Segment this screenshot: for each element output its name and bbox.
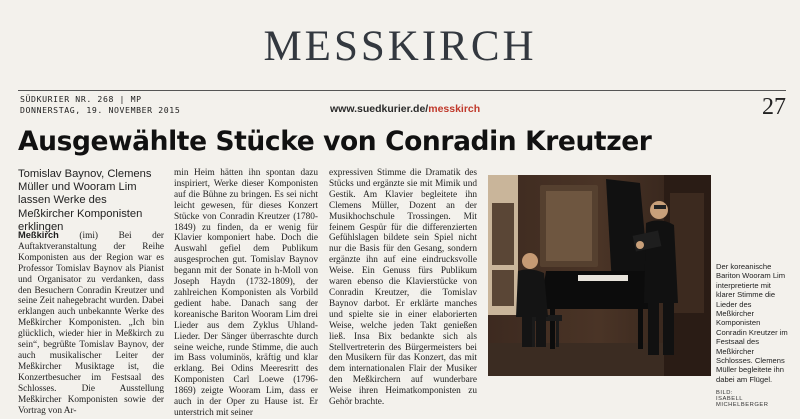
dateline: Meßkirch bbox=[18, 230, 59, 240]
article-headline: Ausgewählte Stücke von Conradin Kreutzer bbox=[18, 126, 652, 157]
url-path: messkirch bbox=[428, 103, 481, 115]
masthead-title: MESSKIRCH bbox=[263, 23, 537, 70]
column-1-text: (imi) Bei der Auftaktveranstaltung der Reihe Komponisten aus der Region war es Professor Tomislav Baynov als Pianist und Organisator zu verdanken, dass den Besuchern Conradin Kreutzer und seine Zeit nahegebracht wurden. Dabei erklangen auch unbekannte Werke des Meßkircher Komponisten. „Ich bin glücklich, wieder hier in Meßkirch zu sein“, begrüßte Tomislav Baynov, der auch musikalischer Leiter der Meßkircher Musiktage ist, die Konzertbesucher im Festsaal des Schlosses. Die Ausstellung Meßkircher Komponisten sowie der Vortrag von Ar- bbox=[18, 231, 164, 416]
header-rule bbox=[18, 90, 786, 91]
article-subhead: Tomislav Baynov, Clemens Müller und Wooram Lim lassen Werke des Meßkircher Komponisten erklingen bbox=[18, 168, 152, 233]
concert-photo-illustration bbox=[488, 175, 711, 376]
concert-photo bbox=[488, 175, 711, 376]
url-domain: www.suedkurier.de/ bbox=[330, 103, 429, 115]
credit-label: BILD: bbox=[716, 390, 733, 396]
page-number: 27 bbox=[762, 94, 786, 120]
date-line: DONNERSTAG, 19. NOVEMBER 2015 bbox=[20, 105, 181, 115]
article-column-3 bbox=[329, 168, 477, 410]
column-2-text: min Heim hätten ihn spontan dazu inspiriert, Werke dieser Komponisten auf die Bühne zu bringen. Es sei nicht leicht gewesen, für dieses Konzert Stücke von Conradin Kreutzer (1780-1849) zu finden, da er wenig für Klavier komponiert habe. Doch die Auswahl gefiel dem Publikum ausgesprochen gut. Tomislav Baynov begann mit der Sonate in h-Moll von Joseph Haydn (1732-1809), der zahlreichen Komponisten als Vorbild gedient habe. Danach sang der koreanische Bariton Wooram Lim drei Lieder aus dem Zyklus Uhland-Lieder. Der Sänger überraschte durch seine weiche, runde Stimme, die auch im Bass voluminös, kräftig und klar erklang. Bei Odins Meeresritt des Komponisten Carl Loewe (1796-1869) zeigte Wooram Lim, dass er auch in der Oper zu Hause ist. Er unterstrich mit seiner bbox=[174, 168, 318, 418]
column-3-text: expressiven Stimme die Dramatik des Stücks und ergänzte sie mit Mimik und Gestik. Am Klavier begleitete ihn Clemens Müller, Dozent an der Musikhochschule Trossingen. Mit feinem Gespür für die differenzierten Gefühlslagen bildete sein Spiel nicht nur die Basis für den Gesang, sondern ergänzte ihn auf eine eindrucksvolle Weise. Ein Genuss fürs Publikum waren ebenso die Klavierstücke von Conradin Kreutzer, die Tomislav Baynov darbot. Er erklärte manches und spielte sie in einer elaborierten Weise, welche jeden Takt genießen ließ. Insa Bix bedankte sich als Stellvertreterin des Bürgermeisters bei den Musikern für das Konzert, das mit dem internationalen Flair der Musiker den Meßkirchern auf wunderbare Weise ihren Heimatkomponisten zu Gehör brachte. bbox=[329, 168, 477, 408]
credit-name: ISABELL MICHELBERGER bbox=[716, 396, 769, 408]
article-column-2 bbox=[174, 168, 318, 418]
photo-credit bbox=[716, 390, 796, 408]
issue-line: SÜDKURIER NR. 268 | MP bbox=[20, 94, 142, 104]
website-url[interactable] bbox=[330, 103, 480, 115]
article-column-1 bbox=[18, 230, 164, 416]
issue-meta bbox=[20, 94, 180, 116]
photo-caption: Der koreanische Bariton Wooram Lim interpretierte mit klarer Stimme die Lieder des Meßkircher Komponisten Conradin Kreutzer im Festsaal des Meßkircher Schlosses. Clemens Müller begleitete ihn dabei am Flügel. bbox=[716, 262, 788, 384]
